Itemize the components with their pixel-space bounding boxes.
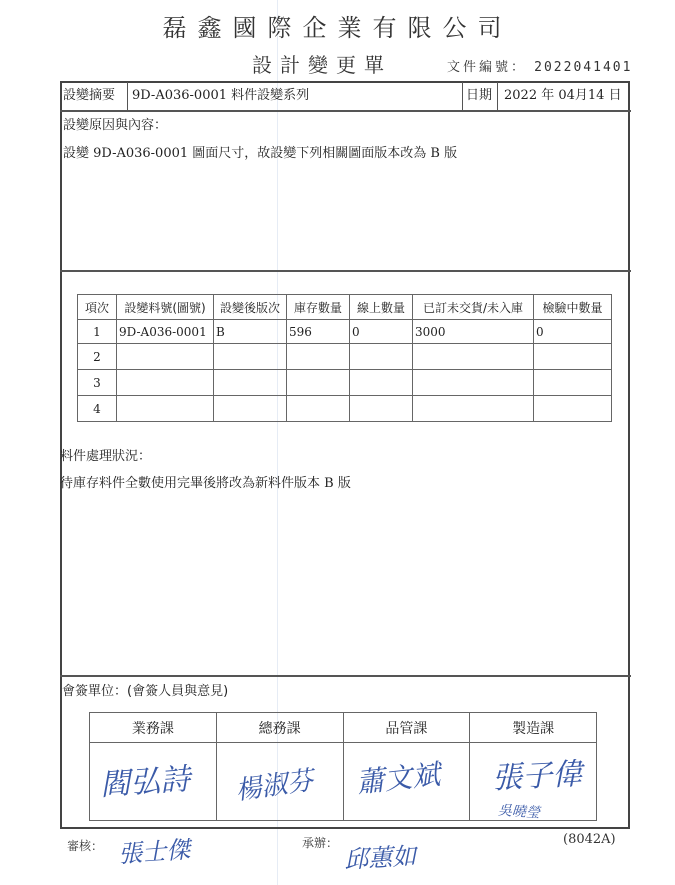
document-number-label: 文件編號： xyxy=(447,60,528,75)
table-row xyxy=(78,396,612,422)
revision-cell xyxy=(214,344,287,370)
row-index: 2 xyxy=(78,344,117,370)
handwritten-signature: 蕭文斌 xyxy=(354,757,442,800)
column-header: 庫存數量 xyxy=(287,295,350,320)
inspection-qty-cell xyxy=(534,396,612,422)
divider xyxy=(60,270,631,272)
divider xyxy=(497,82,498,110)
column-header: 設變後版次 xyxy=(214,295,287,320)
ordered-qty-cell xyxy=(413,396,534,422)
signature-cell xyxy=(90,743,217,821)
date-label: 日期 xyxy=(466,88,493,103)
table-row xyxy=(78,320,612,344)
divider xyxy=(127,82,128,110)
items-table-header xyxy=(78,295,612,320)
date-value: 2022 年 04月14 日 xyxy=(504,88,622,103)
table-row xyxy=(78,344,612,370)
revision-cell xyxy=(214,370,287,396)
online-qty-cell: 0 xyxy=(350,320,413,344)
part-number-cell xyxy=(117,396,214,422)
signature-cell xyxy=(470,743,597,821)
divider xyxy=(60,675,631,677)
divider xyxy=(60,110,631,112)
company-name: 磊鑫國際企業有限公司 xyxy=(162,14,513,42)
stock-qty-cell xyxy=(287,344,350,370)
ordered-qty-cell xyxy=(413,344,534,370)
handler-signature: 邱蕙如 xyxy=(343,842,417,874)
revision-cell: B xyxy=(214,320,287,344)
summary-label: 設變摘要 xyxy=(63,88,116,103)
review-signature: 張士傑 xyxy=(117,835,192,869)
online-qty-cell xyxy=(350,396,413,422)
handwritten-signature: 張子偉 xyxy=(491,756,584,797)
department-name: 製造課 xyxy=(470,713,597,743)
table-row xyxy=(78,370,612,396)
handwritten-signature-secondary: 吳曉瑩 xyxy=(497,802,541,822)
items-table xyxy=(77,294,612,422)
divider xyxy=(462,82,463,110)
department-name: 業務課 xyxy=(90,713,217,743)
part-number-cell: 9D-A036-0001 xyxy=(117,320,214,344)
countersign-table xyxy=(89,712,597,821)
document-number-value: 2022041401 xyxy=(534,60,633,75)
stock-qty-cell xyxy=(287,396,350,422)
signature-cell xyxy=(343,743,470,821)
part-number-cell xyxy=(117,344,214,370)
column-header: 項次 xyxy=(78,295,117,320)
online-qty-cell xyxy=(350,370,413,396)
handler-label: 承辦： xyxy=(302,836,339,850)
online-qty-cell xyxy=(350,344,413,370)
row-index: 1 xyxy=(78,320,117,344)
part-number-cell xyxy=(117,370,214,396)
column-header: 已訂未交貨/未入庫 xyxy=(413,295,534,320)
inspection-qty-cell: 0 xyxy=(534,320,612,344)
ordered-qty-cell xyxy=(413,370,534,396)
inspection-qty-cell xyxy=(534,344,612,370)
column-header: 檢驗中數量 xyxy=(534,295,612,320)
review-label: 審核： xyxy=(67,839,104,853)
handwritten-signature: 楊淑芬 xyxy=(233,765,315,807)
material-status-label: 料件處理狀況： xyxy=(60,449,152,464)
revision-cell xyxy=(214,396,287,422)
inspection-qty-cell xyxy=(534,370,612,396)
countersign-label: 會簽單位：(會簽人員與意見) xyxy=(62,684,229,699)
ordered-qty-cell: 3000 xyxy=(413,320,534,344)
signature-cell xyxy=(216,743,343,821)
summary-value: 9D-A036-0001 料件設變系列 xyxy=(132,88,310,103)
handwritten-signature: 閻弘詩 xyxy=(99,761,192,804)
reason-label: 設變原因與內容： xyxy=(63,118,168,133)
row-index: 4 xyxy=(78,396,117,422)
countersign-header xyxy=(90,713,597,743)
form-code: (8042A) xyxy=(563,832,616,847)
department-name: 品管課 xyxy=(343,713,470,743)
stock-qty-cell: 596 xyxy=(287,320,350,344)
document-number xyxy=(447,56,632,75)
material-status-text: 待庫存料件全數使用完畢後將改為新料件版本 B 版 xyxy=(60,476,351,491)
column-header: 線上數量 xyxy=(350,295,413,320)
column-header: 設變料號(圖號) xyxy=(117,295,214,320)
stock-qty-cell xyxy=(287,370,350,396)
reason-text: 設變 9D-A036-0001 圖面尺寸，故設變下列相關圖面版本改為 B 版 xyxy=(63,146,458,161)
signature-row xyxy=(90,743,597,821)
row-index: 3 xyxy=(78,370,117,396)
form-title: 設計變更單 xyxy=(252,53,392,77)
department-name: 總務課 xyxy=(216,713,343,743)
